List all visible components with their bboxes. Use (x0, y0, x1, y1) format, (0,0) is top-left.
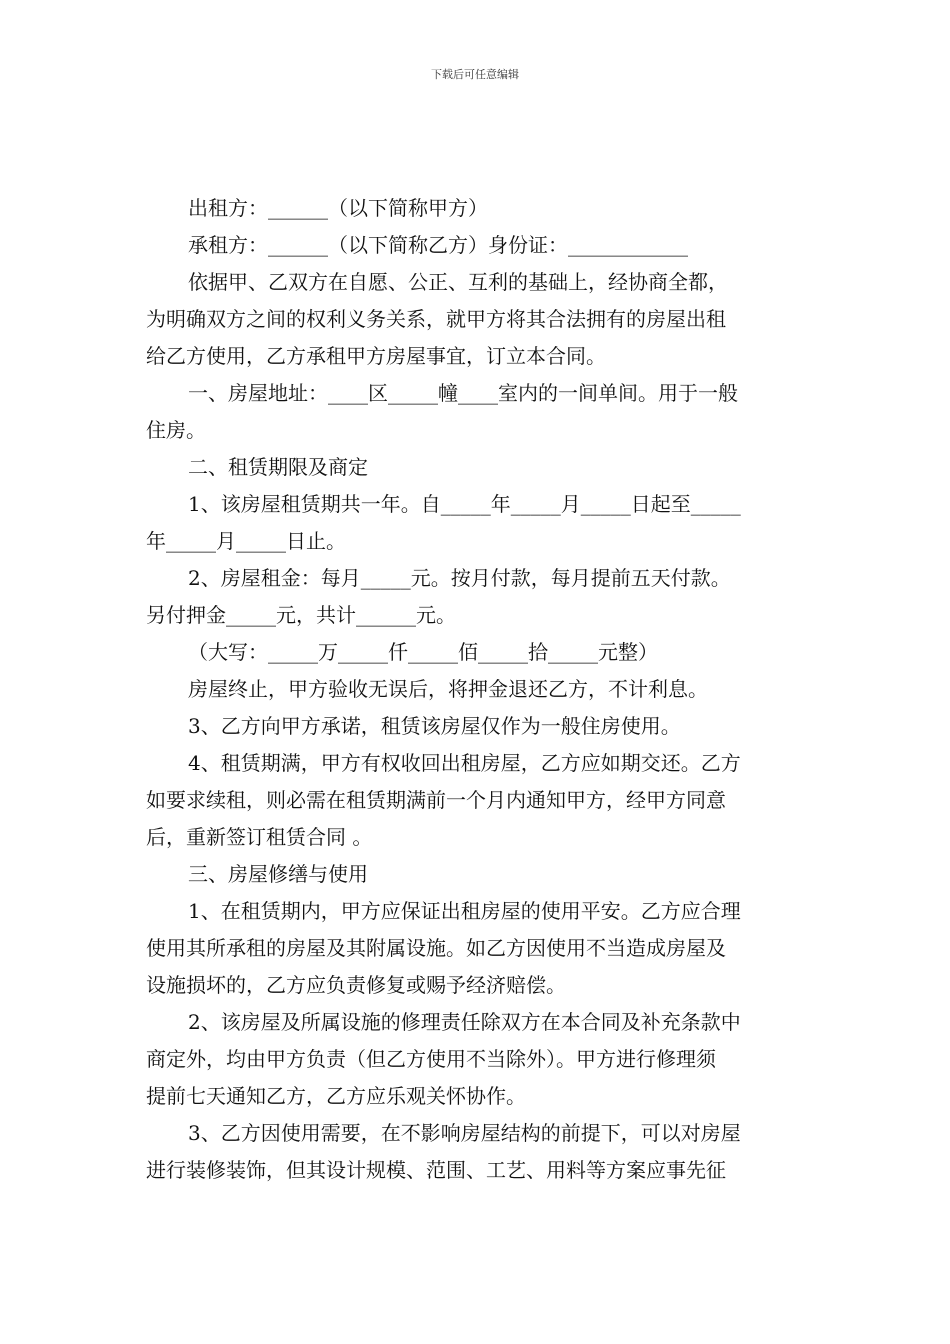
contract-line: 提前七天通知乙方，乙方应乐观关怀协作。 (146, 1084, 526, 1108)
contract-line: 2、该房屋及所属设施的修理责任除双方在本合同及补充条款中 (188, 1010, 741, 1034)
contract-line: 3、乙方向甲方承诺，租赁该房屋仅作为一般住房使用。 (188, 714, 681, 738)
contract-line: 商定外，均由甲方负责（但乙方使用不当除外）。甲方进行修理须 (146, 1047, 716, 1071)
page-header: 下载后可任意编辑 (431, 68, 519, 81)
contract-line: 二、租赁期限及商定 (188, 455, 368, 479)
contract-line: 给乙方使用，乙方承租甲方房屋事宜，订立本合同。 (146, 344, 606, 368)
contract-line: 2、房屋租金：每月_____元。按月付款，每月提前五天付款。 (188, 566, 731, 590)
contract-line: 3、乙方因使用需要，在不影响房屋结构的前提下，可以对房屋 (188, 1121, 741, 1145)
contract-line: 住房。 (146, 418, 206, 442)
contract-line: 后，重新签订租赁合同 。 (146, 825, 373, 849)
contract-line: 使用其所承租的房屋及其附属设施。如乙方因使用不当造成房屋及 (146, 936, 726, 960)
contract-line: 另付押金_____元，共计______元。 (146, 603, 456, 627)
contract-line: 1、该房屋租赁期共一年。自_____年_____月_____日起至_____ (188, 492, 741, 516)
contract-line: 为明确双方之间的权利义务关系，就甲方将其合法拥有的房屋出租 (146, 307, 726, 331)
contract-line: 出租方：______（以下简称甲方） (188, 196, 488, 220)
contract-line: 如要求续租，则必需在租赁期满前一个月内通知甲方，经甲方同意 (146, 788, 726, 812)
contract-line: （大写：_____万_____仟_____佰_____拾_____元整） (188, 640, 658, 664)
contract-line: 房屋终止，甲方验收无误后，将押金退还乙方，不计利息。 (188, 677, 708, 701)
contract-line: 1、在租赁期内，甲方应保证出租房屋的使用平安。乙方应合理 (188, 899, 741, 923)
contract-line: 年_____月_____日止。 (146, 529, 346, 553)
contract-line: 一、房屋地址：____区_____幢____室内的一间单间。用于一般 (188, 381, 738, 405)
contract-line: 设施损坏的，乙方应负责修复或赐予经济赔偿。 (146, 973, 566, 997)
contract-line: 依据甲、乙双方在自愿、公正、互利的基础上，经协商全都， (188, 270, 728, 294)
contract-line: 三、房屋修缮与使用 (188, 862, 368, 886)
document-body (146, 190, 806, 1189)
contract-line: 进行装修装饰，但其设计规模、范围、工艺、用料等方案应事先征 (146, 1158, 726, 1182)
contract-line: 4、租赁期满，甲方有权收回出租房屋，乙方应如期交还。乙方 (188, 751, 741, 775)
contract-line: 承租方：______（以下简称乙方）身份证：____________ (188, 233, 688, 257)
